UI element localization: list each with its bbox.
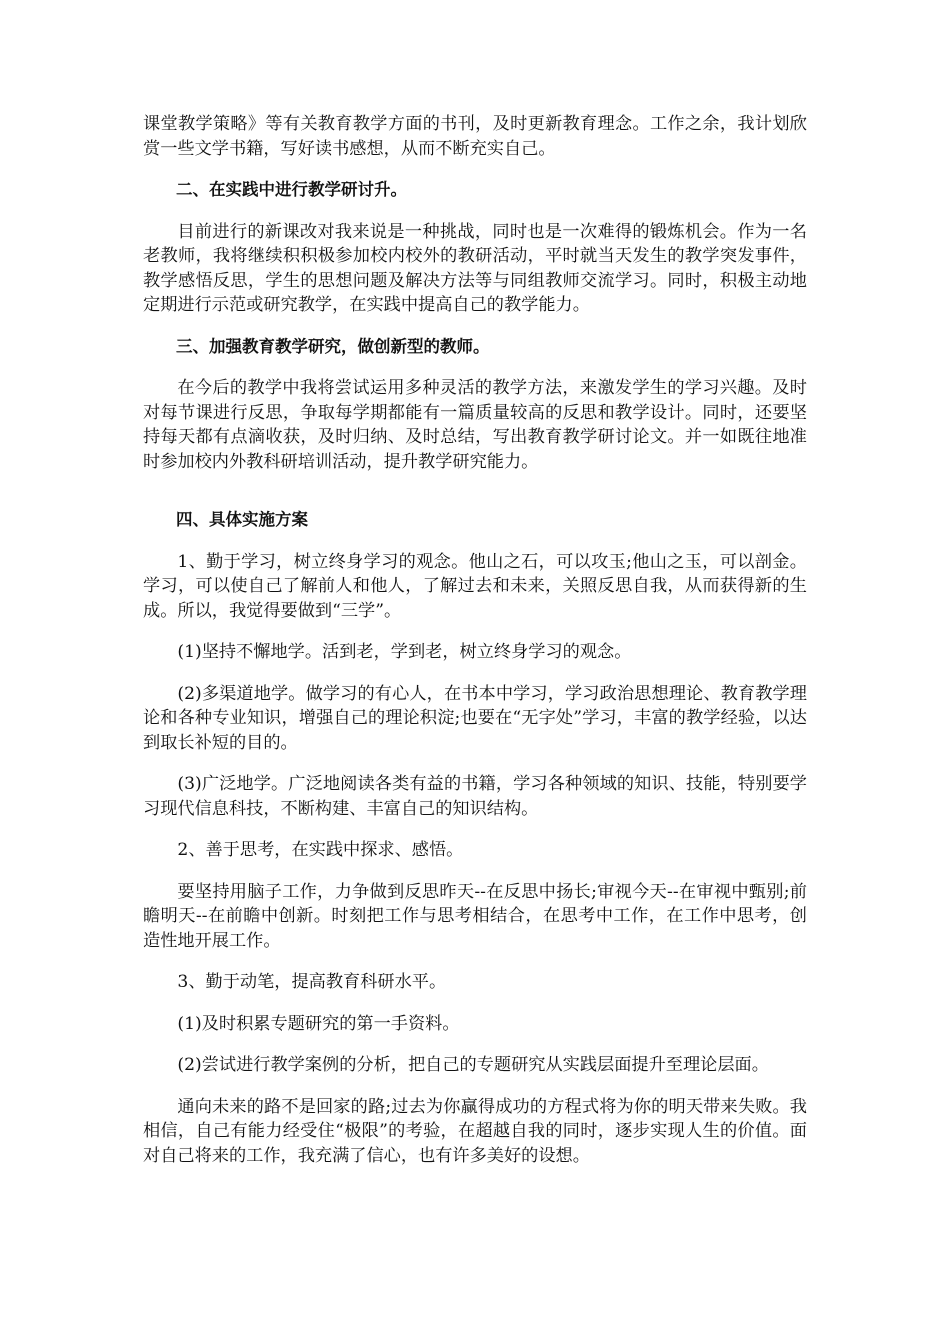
section-heading-research: 三、加强教育教学研究，做创新型的教师。 xyxy=(176,336,490,356)
paragraph-practice: 目前进行的新课改对我来说是一种挑战，同时也是一次难得的锻炼机会。作为一名老教师，我将继续积积极参加校内校外的教研活动，平时就当天发生的教学突发事件，教学感悟反思，学生的思想问题及解决方法等与同组教师交流学习。同时，积极主动地定期进行示范或研究教学，在实践中提高自己的教学能力。 xyxy=(143,221,807,315)
paragraph-study-item-1: (1)坚持不懈地学。活到老，学到老，树立终身学习的观念。 xyxy=(177,642,632,662)
paragraph-study-item-2: (2)多渠道地学。做学习的有心人，在书本中学习，学习政治思想理论、教育教学理论和各种专业知识，增强自己的理论积淀;也要在“无字处”学习，丰富的教学经验，以达到取长补短的目的。 xyxy=(143,683,807,753)
paragraph-writing: 3、勤于动笔，提高教育科研水平。 xyxy=(177,972,447,992)
document-page xyxy=(143,112,807,1185)
section-heading-practice: 二、在实践中进行教学研讨升。 xyxy=(176,180,407,199)
paragraph-study: 1、勤于学习，树立终身学习的观念。他山之石，可以攻玉;他山之玉，可以剖金。学习，可以使自己了解前人和他人，了解过去和未来，关照反思自我，从而获得新的生成。所以，我觉得要做到“三学”。 xyxy=(143,551,807,621)
section-heading-implementation: 四、具体实施方案 xyxy=(176,510,308,529)
paragraph-study-item-3: (3)广泛地学。广泛地阅读各类有益的书籍，学习各种领域的知识、技能，特别要学习现代信息科技，不断构建、丰富自己的知识结构。 xyxy=(143,774,807,819)
paragraph-writing-item-1: (1)及时积累专题研究的第一手资料。 xyxy=(177,1013,460,1034)
paragraph-thinking: 2、善于思考，在实践中探求、感悟。 xyxy=(177,840,464,860)
paragraph-research: 在今后的教学中我将尝试运用多种灵活的教学方法，来激发学生的学习兴趣。及时对每节课进行反思，争取每学期都能有一篇质量较高的反思和教学设计。同时，还要坚持每天都有点滴收获，及时归纳、及时总结，写出教育教学研讨论文。并一如既往地准时参加校内外教科研培训活动，提升教学研究能力。 xyxy=(143,378,807,472)
paragraph-reading-plan: 课堂教学策略》等有关教育教学方面的书刊，及时更新教育理念。工作之余，我计划欣赏一些文学书籍，写好读书感想，从而不断充实自己。 xyxy=(143,114,807,159)
paragraph-writing-item-2: (2)尝试进行教学案例的分析，把自己的专题研究从实践层面提升至理论层面。 xyxy=(177,1055,769,1075)
paragraph-conclusion: 通向未来的路不是回家的路;过去为你赢得成功的方程式将为你的明天带来失败。我相信，自己有能力经受住“极限”的考验，在超越自我的同时，逐步实现人生的价值。面对自己将来的工作，我充满了信心，也有许多美好的设想。 xyxy=(143,1096,807,1166)
paragraph-thinking-detail: 要坚持用脑子工作，力争做到反思昨天--在反思中扬长;审视今天--在审视中甄别;前瞻明天--在前瞻中创新。时刻把工作与思考相结合，在思考中工作，在工作中思考，创造性地开展工作。 xyxy=(143,881,807,951)
